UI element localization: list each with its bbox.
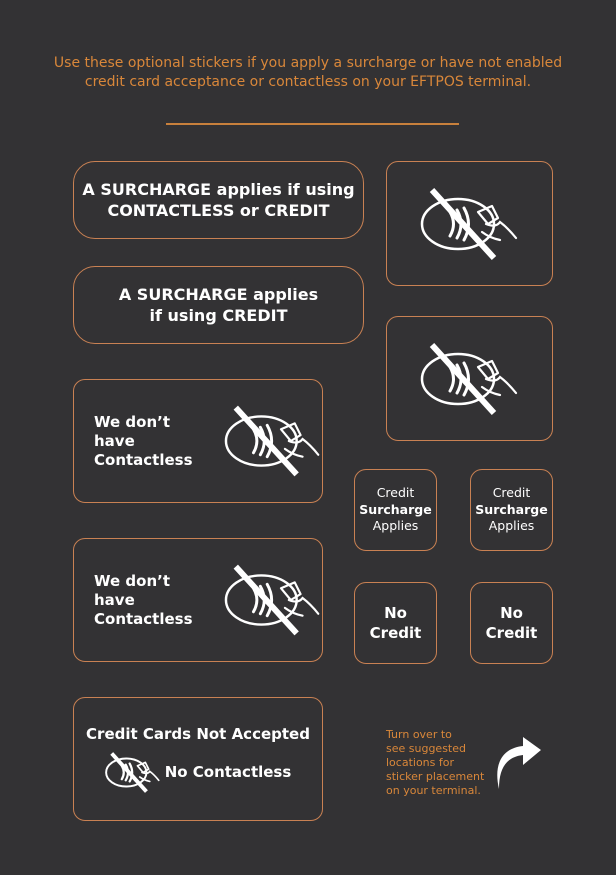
note-line: on your terminal.	[386, 784, 481, 797]
sticker-credit-cards-not-accepted	[73, 697, 323, 821]
sticker-no-contactless-icon-2	[386, 316, 553, 441]
sticker-line: Surcharge	[359, 501, 432, 517]
sticker-line: Credit	[376, 485, 415, 501]
no-contactless-icon	[420, 339, 520, 419]
sticker-line: Applies	[488, 518, 535, 534]
no-contactless-icon	[224, 560, 322, 640]
sticker-line: Credit	[492, 485, 531, 501]
no-contactless-icon	[224, 401, 322, 481]
sticker-credit-surcharge-2	[470, 469, 553, 551]
sticker-no-contactless-icon-1	[386, 161, 553, 286]
sticker-line: A SURCHARGE applies if using	[82, 180, 355, 199]
note-line: see suggested	[386, 742, 466, 755]
sticker-line: Applies	[372, 518, 419, 534]
sticker-line: We don’t have	[94, 412, 170, 450]
sticker-line: A SURCHARGE applies	[118, 285, 319, 304]
sticker-line: Contactless	[94, 450, 193, 469]
note-line: locations for	[386, 756, 454, 769]
sticker-line: No	[384, 604, 407, 622]
intro-line-1: Use these optional stickers if you apply a surcharge or have not enabled	[53, 55, 563, 71]
curved-arrow-icon	[493, 737, 543, 791]
sticker-title: Credit Cards Not Accepted	[86, 724, 310, 743]
sticker-no-credit-2	[470, 582, 553, 664]
no-contactless-icon	[105, 750, 161, 795]
turn-over-note	[386, 728, 496, 798]
intro-line-2: credit card acceptance or contactless on your EFTPOS terminal.	[84, 74, 532, 90]
sticker-line: Credit	[369, 624, 422, 642]
no-contactless-icon	[420, 184, 520, 264]
sticker-subtitle: No Contactless	[164, 763, 292, 781]
sticker-line: We don’t have	[94, 571, 170, 609]
sticker-surcharge-credit	[73, 266, 364, 344]
sticker-line: Contactless	[94, 609, 193, 628]
sticker-no-credit-1	[354, 582, 437, 664]
sticker-line: Surcharge	[475, 501, 548, 517]
sticker-line: No	[500, 604, 523, 622]
sticker-line: if using CREDIT	[149, 306, 288, 325]
sticker-credit-surcharge-1	[354, 469, 437, 551]
sticker-no-contactless-2	[73, 538, 323, 662]
sticker-line: Credit	[485, 624, 538, 642]
sticker-no-contactless-1	[73, 379, 323, 503]
note-line: sticker placement	[386, 770, 485, 783]
intro-text	[40, 54, 576, 92]
sticker-surcharge-contactless-credit	[73, 161, 364, 239]
divider	[166, 123, 459, 125]
note-line: Turn over to	[386, 728, 452, 741]
sticker-line: CONTACTLESS or CREDIT	[107, 201, 330, 220]
